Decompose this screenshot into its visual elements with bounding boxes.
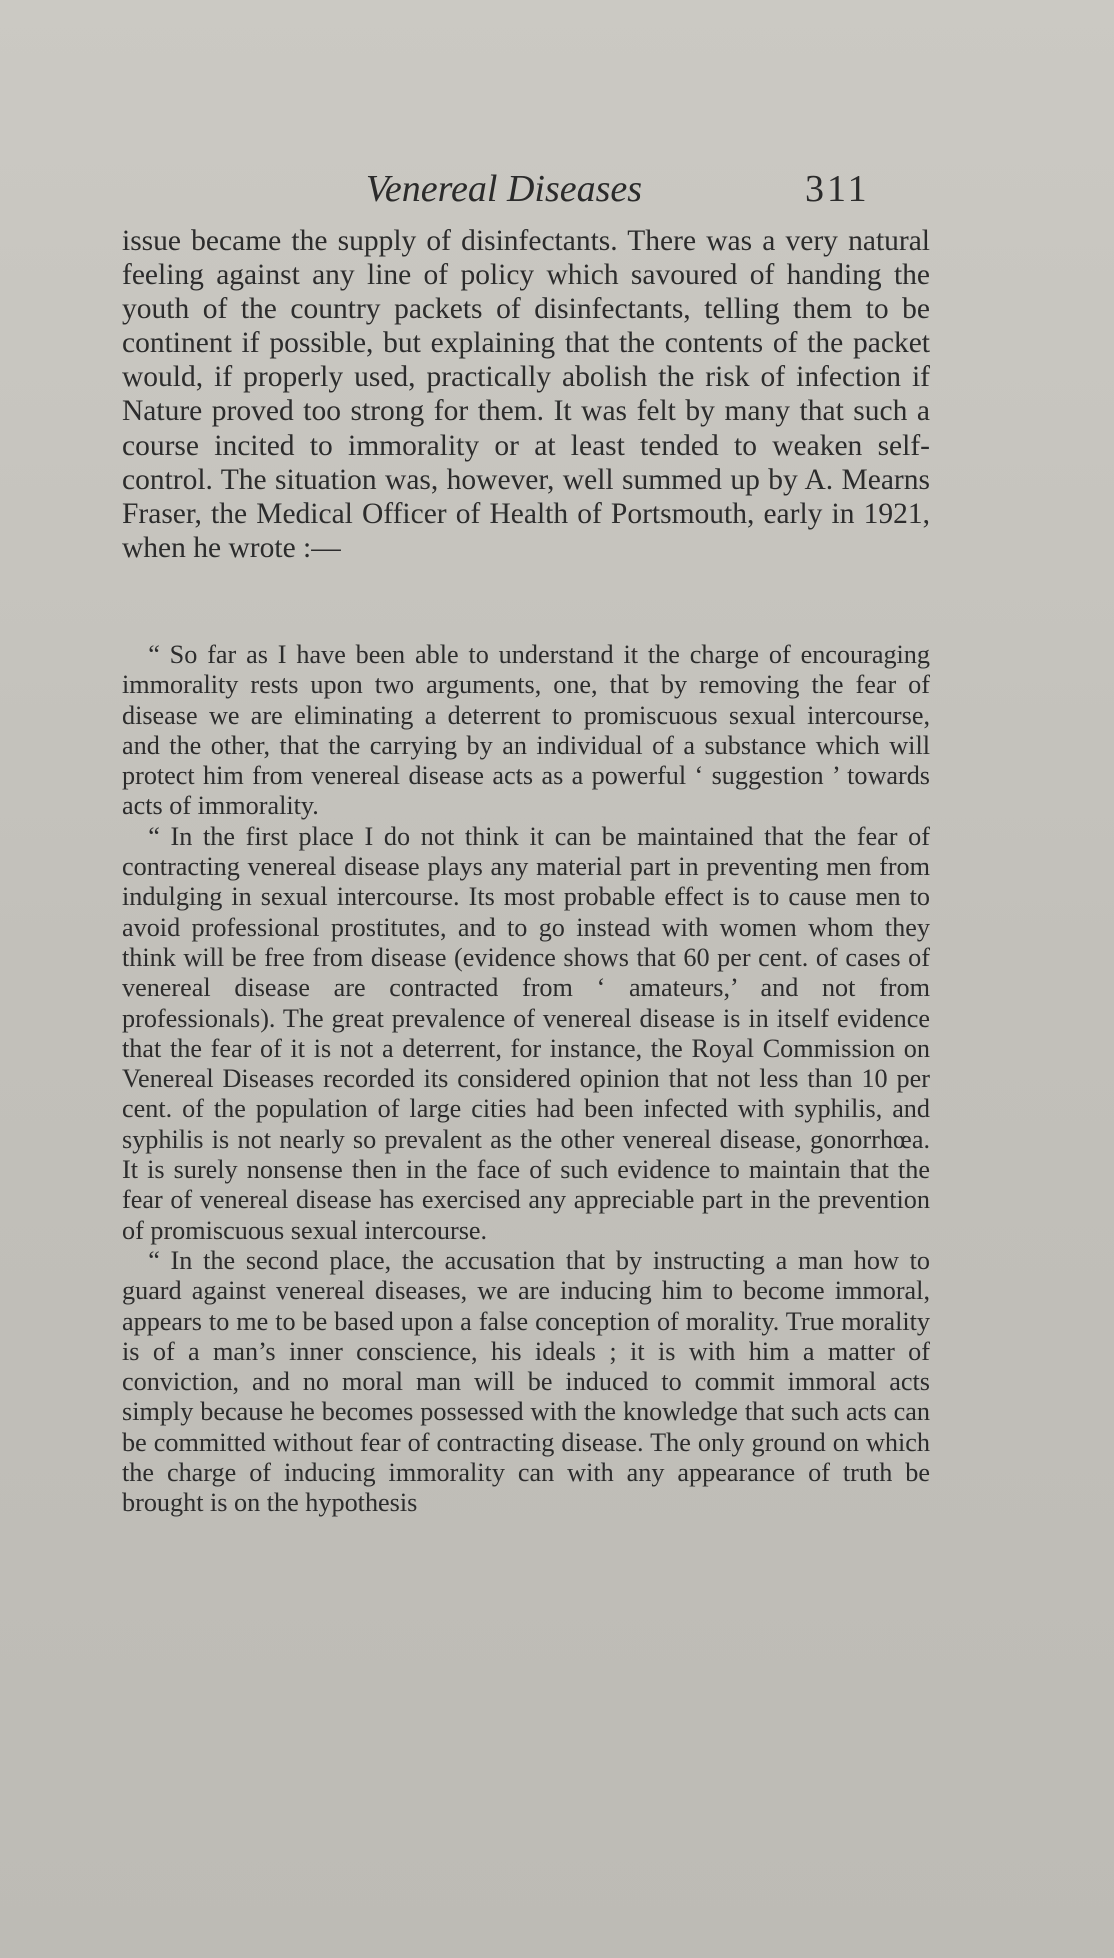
page-number: 311 <box>805 168 870 210</box>
running-title: Venereal Diseases <box>365 168 643 210</box>
quote-paragraph-2: “ In the first place I do not think it can be maintained that the fear of contracting venereal disease plays any material part in preventing men from indulging in sexual intercourse. Its most probable effect is to cause men to avoid professional prostitutes, and to go instead with women whom they think will be free from disease (evidence shows that 60 per cent. of cases of venereal disease are contracted from ‘ amateurs,’ and not from professionals). The great prevalence of venereal disease is in itself evidence that the fear of it is not a deterrent, for instance, the Royal Commission on Venereal Diseases recorded its considered opinion that not less than 10 per cent. of the population of large cities had been infected with syphilis, and syphilis is not nearly so prevalent as the other venereal disease, gonorrhœa. It is surely nonsense then in the face of such evidence to maintain that the fear of venereal disease has exercised any appreciable part in the prevention of promiscuous sexual intercourse. <box>122 821 930 1245</box>
quote-paragraph-3: “ In the second place, the accusation that by instructing a man how to guard against venereal diseases, we are inducing him to become immoral, appears to me to be based upon a false conception of morality. True morality is of a man’s inner conscience, his ideals ; it is with him a matter of conviction, and no moral man will be induced to commit immoral acts simply because he becomes possessed with the knowledge that such acts can be committed without fear of contracting disease. The only ground on which the charge of inducing immorality can with any appearance of truth be brought is on the hypothesis <box>122 1245 930 1518</box>
running-head <box>0 164 1114 214</box>
quotation-block <box>122 640 930 1519</box>
main-paragraph: issue became the supply of disinfectants. There was a very natural feeling against any line of policy which savoured of handing the youth of the country packets of disinfectants, telling them to be continent if possible, but explaining that the contents of the packet would, if properly used, practically abolish the risk of infection if Nature proved too strong for them. It was felt by many that such a course incited to immorality or at least tended to weaken self-control. The situation was, however, well summed up by A. Mearns Fraser, the Medical Officer of Health of Portsmouth, early in 1921, when he wrote :— <box>122 225 930 564</box>
quote-paragraph-1: “ So far as I have been able to understand it the charge of encouraging immorality rests upon two arguments, one, that by removing the fear of disease we are eliminating a deterrent to promiscuous sexual intercourse, and the other, that the carrying by an individual of a substance which will protect him from venereal disease acts as a powerful ‘ suggestion ’ towards acts of immorality. <box>122 640 930 821</box>
